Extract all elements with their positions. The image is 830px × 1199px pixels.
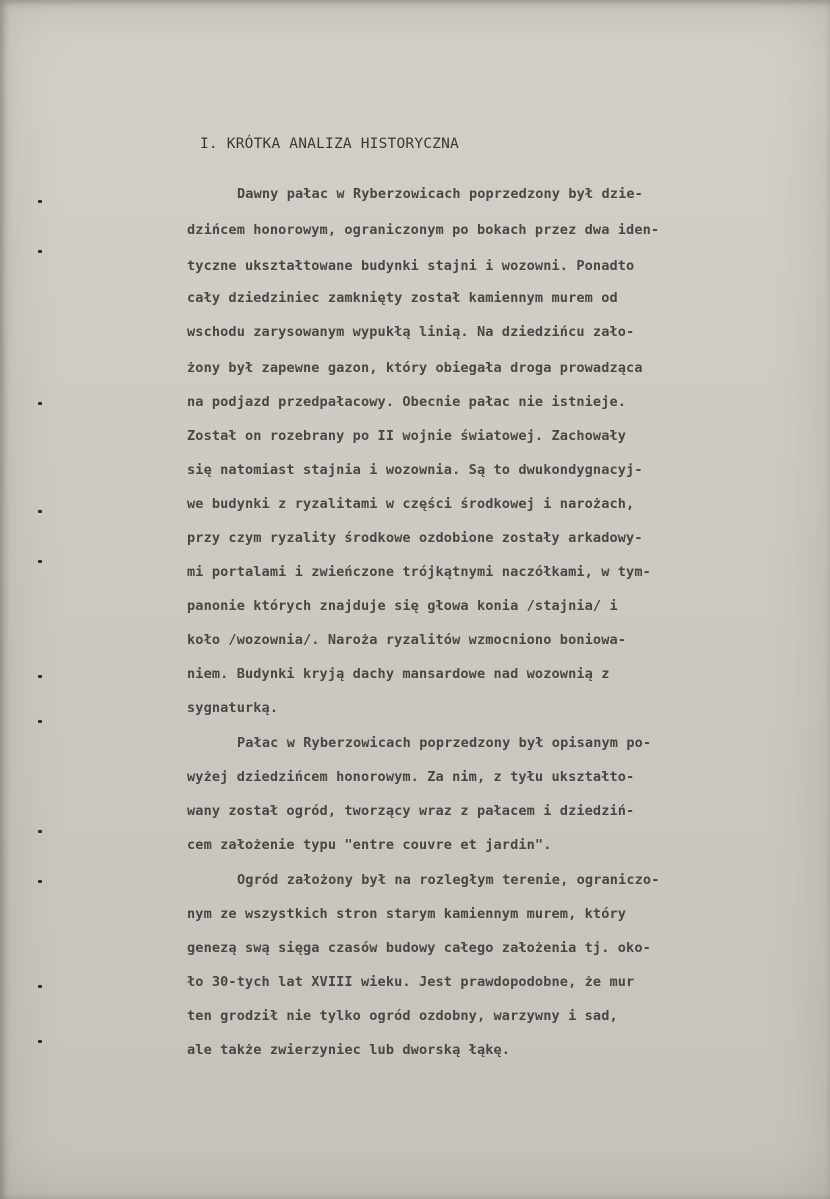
text-line: wyżej dziedzińcem honorowym. Za nim, z tyłu ukształto- [187, 769, 635, 785]
text-line: tyczne ukształtowane budynki stajni i wozowni. Ponadto [187, 258, 635, 274]
binding-mark [38, 250, 42, 253]
binding-mark [38, 675, 42, 678]
text-line: na podjazd przedpałacowy. Obecnie pałac nie istnieje. [187, 394, 627, 410]
text-line: panonie których znajduje się głowa konia /stajnia/ i [187, 598, 618, 614]
text-line: sygnaturką. [187, 700, 279, 716]
text-line: we budynki z ryzalitami w części środkowej i narożach, [187, 496, 635, 512]
text-line: ło 30-tych lat XVIII wieku. Jest prawdopodobne, że mur [187, 974, 635, 990]
binding-mark [38, 560, 42, 563]
text-line: niem. Budynki kryją dachy mansardowe nad wozownią z [187, 666, 610, 682]
text-line: wschodu zarysowanym wypukłą linią. Na dziedzińcu zało- [187, 324, 635, 340]
text-line: ten grodził nie tylko ogród ozdobny, warzywny i sad, [187, 1008, 618, 1024]
binding-mark [38, 880, 42, 883]
binding-mark [38, 200, 42, 203]
binding-mark [38, 402, 42, 405]
text-line: koło /wozownia/. Naroża ryzalitów wzmocniono boniowa- [187, 632, 627, 648]
binding-mark [38, 1040, 42, 1043]
text-line: cały dziedziniec zamknięty został kamiennym murem od [187, 290, 618, 306]
text-line: przy czym ryzality środkowe ozdobione zostały arkadowy- [187, 530, 643, 546]
binding-mark [38, 830, 42, 833]
text-line: wany został ogród, tworzący wraz z pałacem i dziedziń- [187, 803, 635, 819]
text-line: mi portalami i zwieńczone trójkątnymi naczółkami, w tym- [187, 564, 651, 580]
text-line: ale także zwierzyniec lub dworską łąkę. [187, 1042, 511, 1058]
text-line: się natomiast stajnia i wozownia. Są to dwukondygnacyj- [187, 462, 643, 478]
text-line: cem założenie typu "entre couvre et jardin". [187, 837, 552, 853]
section-heading: I. KRÓTKA ANALIZA HISTORYCZNA [200, 136, 459, 152]
binding-mark [38, 510, 42, 513]
text-line: Pałac w Ryberzowicach poprzedzony był opisanym po- [237, 735, 652, 751]
text-line: Został on rozebrany po II wojnie światowej. Zachowały [187, 428, 627, 444]
text-line: dzińcem honorowym, ograniczonym po bokach przez dwa iden- [187, 222, 660, 238]
text-line: Dawny pałac w Ryberzowicach poprzedzony był dzie- [237, 186, 643, 202]
text-line: nym ze wszystkich stron starym kamiennym murem, który [187, 906, 627, 922]
text-line: genezą swą sięga czasów budowy całego założenia tj. oko- [187, 940, 651, 956]
binding-mark [38, 985, 42, 988]
text-line: żony był zapewne gazon, który obiegała droga prowadząca [187, 360, 643, 376]
text-line: Ogród założony był na rozległym terenie, ograniczo- [237, 872, 660, 888]
binding-mark [38, 720, 42, 723]
